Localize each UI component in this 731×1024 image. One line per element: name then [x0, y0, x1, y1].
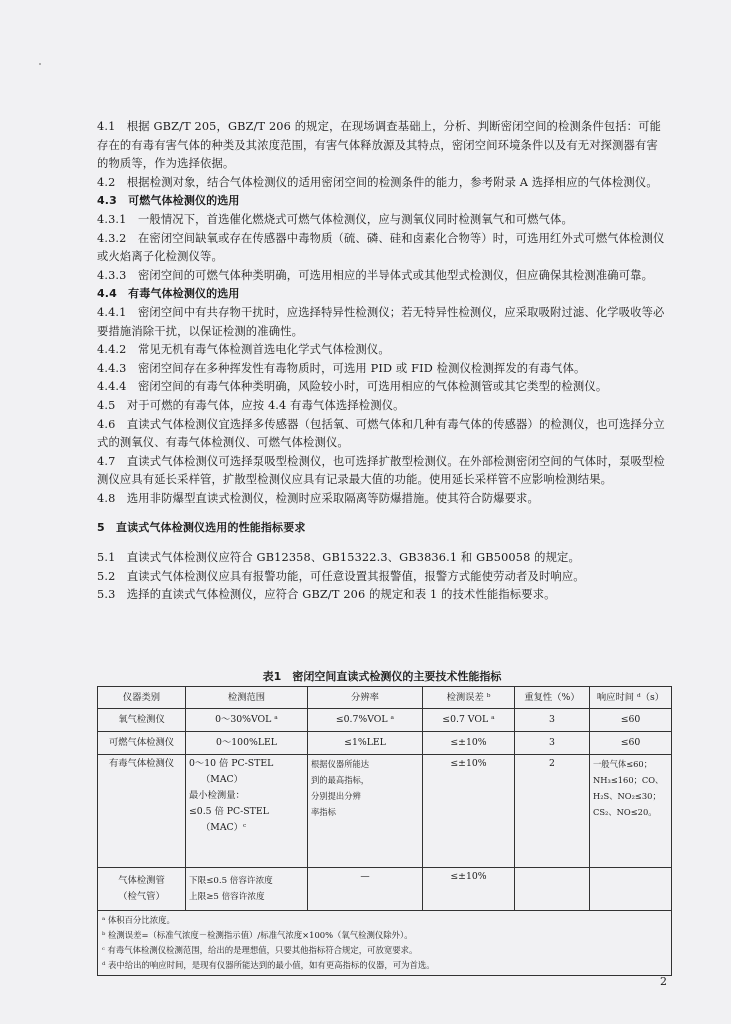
cell-response: ≤60	[590, 732, 672, 755]
paragraph: 4.4.3 密闭空间存在多种挥发性有毒物质时，可选用 PID 或 FID 检测仪检测挥发的有毒气体。	[97, 361, 586, 375]
cell-line: H₂S、NO₂≤30；	[593, 791, 661, 801]
table-notes-row	[98, 911, 672, 976]
section-heading: 4.4 有毒气体检测仪的选用	[97, 287, 240, 301]
spec-table	[97, 686, 672, 976]
cell-line: CS₂、NO≤20。	[593, 807, 657, 817]
paragraph: 4.6 直读式气体检测仪宜选择多传感器（包括氧、可燃气体和几种有毒气体的传感器）的检测仪，也可选择分立式的测氧仪、有毒气体检测仪、可燃气体检测仪。	[97, 417, 665, 450]
header-cell: 检测误差 ᵇ	[423, 687, 515, 709]
footnote: ᶜ 有毒气体检测仪检测范围，给出的是理想值，只要其他指标符合规定，可放宽要求。	[102, 945, 418, 955]
cell-error: ≤±10%	[423, 755, 515, 868]
header-cell: 检测范围	[186, 687, 308, 709]
paragraph: 4.5 对于可燃的有毒气体，应按 4.4 有毒气体选择检测仪。	[97, 398, 405, 412]
cell-resolution: —	[308, 868, 423, 911]
cell-line: NH₃≤160；CO、	[593, 775, 664, 785]
header-cell: 重复性（%）	[515, 687, 590, 709]
table-caption: 表1 密闭空间直读式检测仪的主要技术性能指标	[262, 670, 502, 683]
cell-line: 下限≤0.5 倍容许浓度	[189, 876, 273, 886]
footnote: ᵃ 体积百分比浓度。	[102, 915, 175, 925]
cell-category	[98, 868, 186, 911]
cell-response	[590, 868, 672, 911]
cell-error: ≤±10%	[423, 868, 515, 911]
paragraph: 4.7 直读式气体检测仪可选择泵吸型检测仪，也可选择扩散型检测仪。在外部检测密闭空间的气体时，泵吸型检测仪应具有延长采样管，扩散型检测仪应具有记录最大值的功能。使用延长采样管不应影响检测结果。	[97, 454, 665, 487]
cell-range: 0～30%VOL ᵃ	[186, 709, 308, 732]
header-cell: 仪器类别	[98, 687, 186, 709]
cell-line: ≤0.5 倍 PC-STEL	[189, 806, 269, 817]
cell-range	[186, 755, 308, 868]
body-text	[97, 118, 667, 605]
paragraph: 4.4.4 密闭空间的有毒气体种类明确，风险较小时，可选用相应的气体检测管或其它类型的检测仪。	[97, 380, 608, 394]
cell-resolution	[308, 755, 423, 868]
header-cell: 响应时间 ᵈ（s）	[590, 687, 672, 709]
cell-line: 到的最高指标，	[311, 775, 370, 785]
footnote: ᵇ 检测误差=（标准气浓度－检测指示值）/标准气浓度×100%（氧气检测仪除外）。	[102, 930, 413, 940]
cell-category: 氧气检测仪	[98, 709, 186, 732]
cell-line: 分别提出分辨	[311, 791, 361, 801]
table-row	[98, 755, 672, 868]
cell-line: （MAC）ᶜ	[201, 822, 247, 833]
cell-line: 率指标	[311, 807, 336, 817]
paragraph: 5.3 选择的直读式气体检测仪，应符合 GBZ/T 206 的规定和表 1 的技术性能指标要求。	[97, 588, 556, 602]
cell-line: 根据仪器所能达	[311, 759, 370, 769]
cell-error: ≤±10%	[423, 732, 515, 755]
section-heading: 4.3 可燃气体检测仪的选用	[97, 194, 240, 208]
footnote: ᵈ 表中给出的响应时间，是现有仪器所能达到的最小值，如有更高指标的仪器，可为首选。	[102, 960, 435, 970]
paragraph: 4.8 选用非防爆型直读式检测仪，检测时应采取隔离等防爆措施。使其符合防爆要求。	[97, 491, 539, 505]
table-header-row	[98, 687, 672, 709]
paragraph: 4.3.2 在密闭空间缺氧或存在传感器中毒物质（硫、磷、硅和卤素化合物等）时，可选用红外式可燃气体检测仪或火焰离子化检测仪等。	[97, 231, 665, 264]
paragraph: 4.4.2 常见无机有毒气体检测首选电化学式气体检测仪。	[97, 343, 390, 357]
paragraph: 5.1 直读式气体检测仪应符合 GB12358、GB15322.3、GB3836.1 和 GB50058 的规定。	[97, 551, 580, 565]
table-row	[98, 732, 672, 755]
cell-response: ≤60	[590, 709, 672, 732]
cell-response	[590, 755, 672, 868]
cell-line: （MAC）	[201, 774, 243, 785]
cell-category: 有毒气体检测仪	[98, 755, 186, 868]
paragraph: 4.3.3 密闭空间的可燃气体种类明确，可选用相应的半导体式或其他型式检测仪，但应确保其检测准确可靠。	[97, 268, 654, 282]
table-row	[98, 709, 672, 732]
cell-range	[186, 868, 308, 911]
scan-speck	[39, 63, 41, 65]
cell-resolution: ≤1%LEL	[308, 732, 423, 755]
cell-repeatability: 3	[515, 709, 590, 732]
paragraph: 4.3.1 一般情况下，首选催化燃烧式可燃气体检测仪，应与测氧仪同时检测氧气和可燃气体。	[97, 212, 573, 226]
cell-range: 0～100%LEL	[186, 732, 308, 755]
cell-error: ≤0.7 VOL ᵃ	[423, 709, 515, 732]
section-heading: 5 直读式气体检测仪选用的性能指标要求	[97, 521, 306, 535]
cell-line: 最小检测量：	[189, 790, 245, 801]
table-notes	[98, 911, 672, 976]
cell-line: （检气管）	[118, 891, 165, 902]
table-row	[98, 868, 672, 911]
cell-line: 气体检测管	[118, 875, 165, 886]
paragraph: 5.2 直读式气体检测仪应具有报警功能，可任意设置其报警值，报警方式能使劳动者及时响应。	[97, 569, 585, 583]
paragraph: 4.2 根据检测对象，结合气体检测仪的适用密闭空间的检测条件的能力，参考附录 A 选择相应的气体检测仪。	[97, 175, 658, 189]
cell-repeatability: 3	[515, 732, 590, 755]
cell-repeatability	[515, 868, 590, 911]
cell-resolution: ≤0.7%VOL ᵃ	[308, 709, 423, 732]
cell-repeatability: 2	[515, 755, 590, 868]
cell-line: 一般气体≤60；	[593, 759, 652, 769]
page-number: 2	[660, 975, 667, 988]
header-cell: 分辨率	[308, 687, 423, 709]
cell-line: 上限≥5 倍容许浓度	[189, 892, 265, 902]
cell-line: 0～10 倍 PC-STEL	[189, 758, 274, 769]
paragraph: 4.1 根据 GBZ/T 205，GBZ/T 206 的规定，在现场调查基础上，分析、判断密闭空间的检测条件包括：可能存在的有毒有害气体的种类及其浓度范围，有害气体释放源及其特点，密闭空间环境条件以及有无对探测器有害的物质等，作为选择依据。	[97, 120, 662, 171]
cell-category: 可燃气体检测仪	[98, 732, 186, 755]
paragraph: 4.4.1 密闭空间中有共存物干扰时，应选择特异性检测仪；若无特异性检测仪，应采取吸附过滤、化学吸收等必要措施消除干扰，以保证检测的准确性。	[97, 305, 665, 338]
